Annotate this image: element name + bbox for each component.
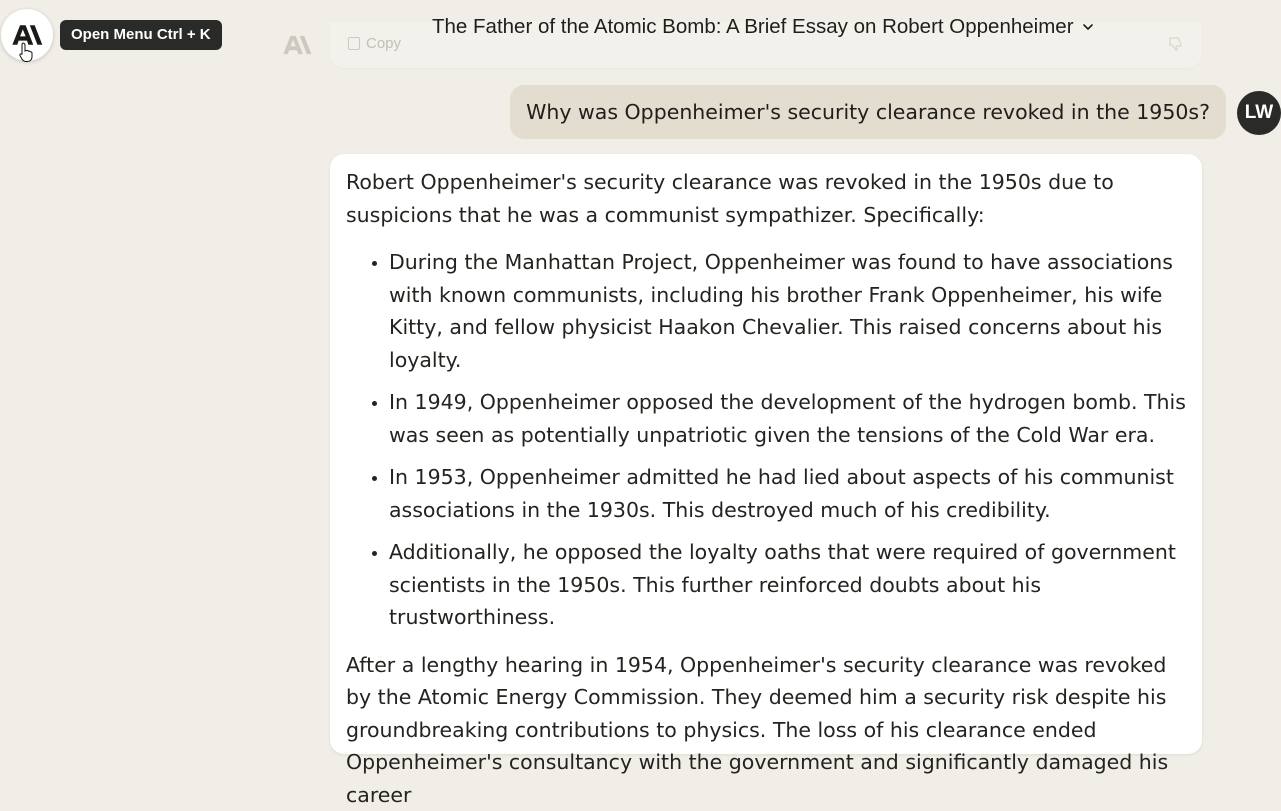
chevron-down-icon [1082, 21, 1094, 33]
copy-icon [348, 37, 360, 50]
reply-bullet-list [346, 246, 1186, 634]
list-item: • During the Manhattan Project, Oppenheimer was found to have associations with known communists, including his brother Frank Oppenheimer, his wife Kitty, and fellow physicist Haakon Chevalier. This raised concerns about his loyalty. [389, 246, 1186, 376]
mouse-pointer-icon [19, 42, 33, 62]
reply-intro: Robert Oppenheimer's security clearance was revoked in the 1950s due to suspicions that he was a communist sympathizer. Specifically: [346, 166, 1186, 231]
reply-conclusion: After a lengthy hearing in 1954, Oppenheimer's security clearance was revoked by the Atomic Energy Commission. They deemed him a security risk despite his groundbreaking contributions to physics. The loss of his clearance ended Oppenheimer's consultancy with the government and significantly damaged his career [346, 649, 1186, 811]
copy-button[interactable] [348, 35, 401, 52]
user-avatar[interactable]: LW [1237, 91, 1281, 135]
conversation-title[interactable] [432, 12, 1094, 42]
conversation-title-text: The Father of the Atomic Bomb: A Brief Essay on Robert Oppenheimer [432, 15, 1074, 39]
assistant-message [330, 154, 1202, 754]
thumbs-down-icon[interactable] [1168, 36, 1184, 52]
list-item: • Additionally, he opposed the loyalty oaths that were required of government scientists in the 1950s. This further reinforced doubts about his trustworthiness. [389, 536, 1186, 634]
list-item: • In 1953, Oppenheimer admitted he had lied about aspects of his communist associations in the 1930s. This destroyed much of his credibility. [389, 461, 1186, 526]
user-message [510, 85, 1226, 139]
previous-assistant-logo-icon [282, 32, 312, 58]
copy-label: Copy [366, 35, 401, 52]
user-message-text: Why was Oppenheimer's security clearance revoked in the 1950s? [526, 100, 1210, 124]
open-menu-tooltip: Open Menu Ctrl + K [60, 20, 222, 50]
list-item: • In 1949, Oppenheimer opposed the development of the hydrogen bomb. This was seen as potentially unpatriotic given the tensions of the Cold War era. [389, 386, 1186, 451]
